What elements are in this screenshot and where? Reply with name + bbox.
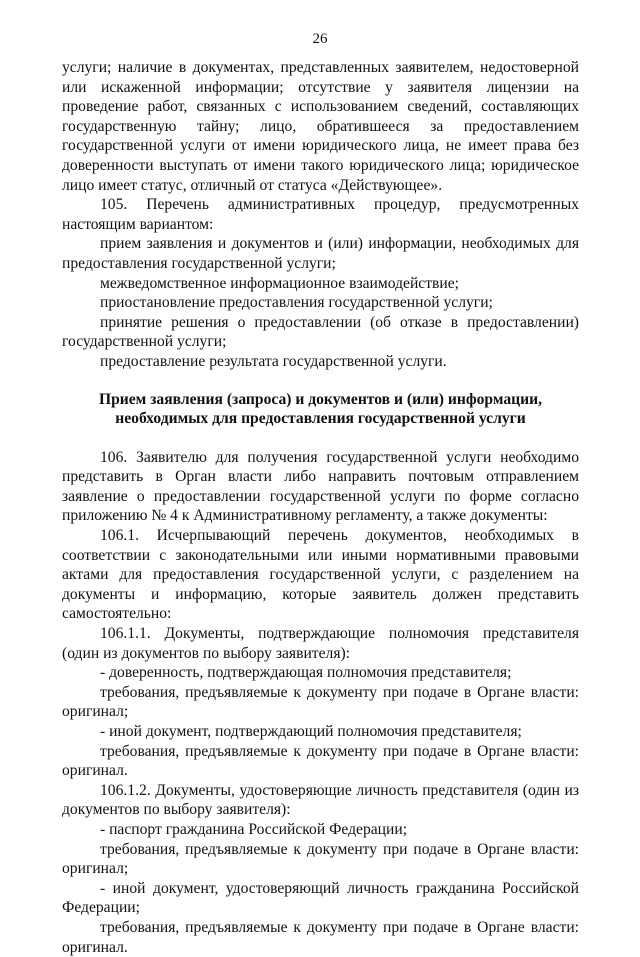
procedure-item: межведомственное информационное взаимодействие; (100, 274, 459, 292)
list-item: - иной документ, подтверждающий полномочия представителя; (100, 723, 522, 740)
paragraph-item-106-1: 106.1. Исчерпывающий перечень документов, необходимых в соответствии с законодательными или иными нормативными правовыми актами для предоставления государственной услуги, с разделением на документы и информацию, которые заявитель должен представить самостоятельно: (62, 527, 579, 623)
section-heading-line: Прием заявления (запроса) и документов и (или) информации, (98, 390, 543, 408)
paragraph-item-105: 105. Перечень административных процедур, предусмотренных настоящим вариантом: (62, 196, 579, 233)
paragraph-item-106-1-2: 106.1.2. Документы, удостоверяющие личность представителя (один из документов по выбору заявителя): (62, 781, 579, 819)
list-item: - паспорт гражданина Российской Федерации; (100, 820, 408, 838)
procedure-item: предоставление результата государственной услуги. (100, 352, 447, 370)
requirement-item: требования, предъявляемые к документу при подаче в Органе власти: оригинал. (62, 918, 579, 956)
page-number: 26 (312, 31, 328, 47)
requirement-item: требования, предъявляемые к документу при подаче в Органе власти: оригинал; (62, 683, 579, 721)
procedure-item: принятие решения о предоставлении (об отказе в предоставлении) государственной услуги; (62, 313, 579, 351)
requirement-item: требования, предъявляемые к документу при подаче в Органе власти: оригинал. (62, 742, 579, 780)
section-heading (62, 390, 579, 429)
paragraph-continuation: услуги; наличие в документах, представленных заявителем, недостоверной или искаженной информации; отсутствие у заявителя лицензии на проведение работ, связанных с использованием сведений, составляющих государственную тайну; лицо, обратившееся за предоставлением государственной услуги от имени юридического лица, не имеет права без доверенности выступать от имени такого юридического лица; юридическое лицо имеет статус, отличный от статуса «Действующее». (62, 59, 579, 194)
paragraph-item-106-1-1: 106.1.1. Документы, подтверждающие полномочия представителя (один из документов по выбору заявителя): (62, 625, 579, 662)
list-item: - доверенность, подтверждающая полномочия представителя; (100, 664, 512, 682)
procedure-item: прием заявления и документов и (или) информации, необходимых для предоставления государственной услуги; (62, 235, 579, 272)
procedure-item: приостановление предоставления государственной услуги; (100, 294, 493, 312)
requirement-item: требования, предъявляемые к документу при подаче в Органе власти: оригинал; (62, 840, 579, 878)
section-heading-line: необходимых для предоставления государственной услуги (115, 410, 526, 428)
document-body (62, 58, 579, 957)
paragraph-item-106: 106. Заявителю для получения государственной услуги необходимо представить в Орган власти либо направить почтовым отправлением заявление о предоставлении государственной услуги по форме согласно приложению № 4 к Административному регламенту, а также документы: (62, 448, 579, 525)
list-item: - иной документ, удостоверяющий личность гражданина Российской Федерации; (62, 879, 579, 917)
